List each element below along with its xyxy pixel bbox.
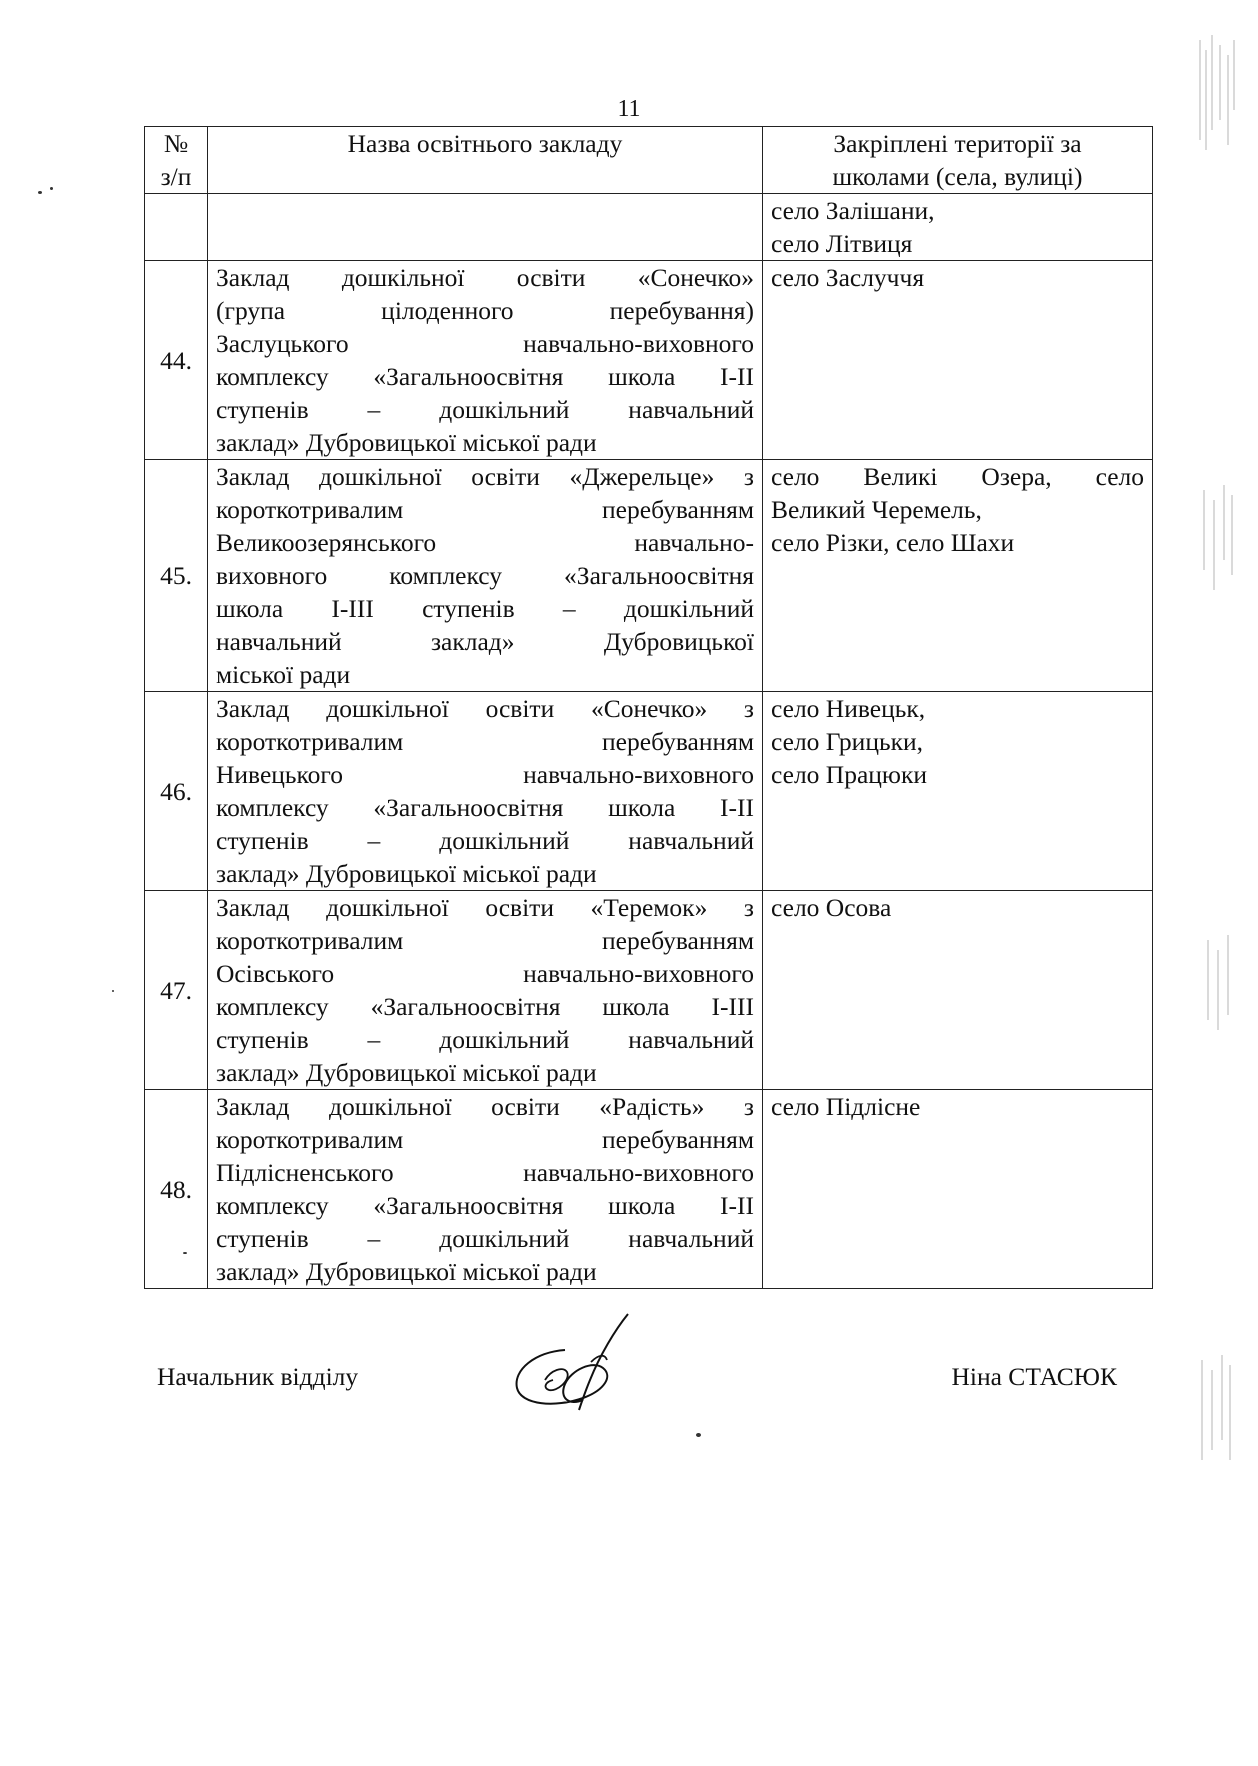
scan-speck [183,1252,187,1254]
scan-speck [112,990,114,992]
signatory-name: Ніна СТАСЮК [951,1362,1117,1391]
territory-line: село Різки, село Шахи [771,528,1015,557]
page-number: 11 [617,96,641,122]
row-name [208,692,763,891]
row-name [208,194,763,261]
name-line: заклад» Дубровицької міської ради [216,428,597,457]
schools-territories-table [144,126,1153,1289]
name-line: короткотривалим перебуванням [216,727,754,756]
row-number: 48. [145,1090,208,1289]
name-line: ступенів – дошкільний навчальний [216,1224,754,1253]
row-number: 45. [145,460,208,692]
header-number-line: № [163,129,189,158]
name-line: навчальний заклад» Дубровицької [216,627,754,656]
table-row [145,692,1153,891]
header-name: Назва освітнього закладу [208,127,763,194]
signatory-position: Начальник відділу [157,1362,359,1391]
name-line: комплексу «Загальноосвітня школа І-ІІ [216,362,754,391]
territory-line: село Залішани, [771,196,935,225]
name-line: Заклад дошкільної освіти «Радість» з [216,1092,754,1121]
name-line: короткотривалим перебуванням [216,1125,754,1154]
scan-speck [38,191,42,194]
name-line: комплексу «Загальноосвітня школа І-ІІ [216,1191,754,1220]
row-name [208,460,763,692]
territory-line: село Нивецьк, [771,694,926,723]
table-row-continuation [145,194,1153,261]
row-name [208,261,763,460]
header-territories-line: Закріплені території за [833,129,1082,158]
name-line: комплексу «Загальноосвітня школа І-ІІ [216,793,754,822]
name-line: Нивецького навчально-виховного [216,760,754,789]
name-line: заклад» Дубровицької міської ради [216,859,597,888]
territory-line: село Грицьки, [771,727,924,756]
territory-line: село Працюки [771,760,928,789]
territory-line: село Осова [771,893,892,922]
header-territories [763,127,1153,194]
row-territories [763,891,1153,1090]
territory-line: село Великі Озера, село [771,462,1144,491]
territory-line: село Підлісне [771,1092,921,1121]
name-line: ступенів – дошкільний навчальний [216,826,754,855]
name-line: Великоозерянського навчально- [216,528,754,557]
scan-edge-noise-icon [1170,30,1250,1510]
name-line: ступенів – дошкільний навчальний [216,395,754,424]
row-territories [763,1090,1153,1289]
name-line: (група цілоденного перебування) [216,296,754,325]
handwritten-signature-icon [505,1310,645,1420]
name-line: Осівського навчально-виховного [216,959,754,988]
name-line: заклад» Дубровицької міської ради [216,1058,597,1087]
table-row [145,1090,1153,1289]
row-territories [763,692,1153,891]
row-number: 47. [145,891,208,1090]
territory-line: Великий Черемель, [771,495,982,524]
territory-line: село Заслуччя [771,263,925,292]
name-line: Заклад дошкільної освіти «Сонечко» [216,263,754,292]
table-row [145,261,1153,460]
table-row [145,460,1153,692]
row-number [145,194,208,261]
name-line: міської ради [216,660,351,689]
name-line: заклад» Дубровицької міської ради [216,1257,597,1286]
header-number [145,127,208,194]
name-line: ступенів – дошкільний навчальний [216,1025,754,1054]
scan-speck [50,187,53,190]
name-line: короткотривалим перебуванням [216,926,754,955]
name-line: Підлісненського навчально-виховного [216,1158,754,1187]
header-number-line: з/п [160,162,192,191]
name-line: виховного комплексу «Загальноосвітня [216,561,754,590]
name-line: короткотривалим перебуванням [216,495,754,524]
row-territories [763,460,1153,692]
table-header-row [145,127,1153,194]
row-number: 46. [145,692,208,891]
name-line: Заслуцького навчально-виховного [216,329,754,358]
name-line: школа І-ІІІ ступенів – дошкільний [216,594,754,623]
name-line: Заклад дошкільної освіти «Джерельце» з [216,462,754,491]
row-territories [763,194,1153,261]
row-name [208,1090,763,1289]
name-line: Заклад дошкільної освіти «Сонечко» з [216,694,754,723]
row-number: 44. [145,261,208,460]
name-line: комплексу «Загальноосвітня школа І-ІІІ [216,992,754,1021]
name-line: Заклад дошкільної освіти «Теремок» з [216,893,754,922]
scan-speck [696,1433,701,1437]
header-territories-line: школами (села, вулиці) [832,162,1083,191]
row-name [208,891,763,1090]
territory-line: село Літвиця [771,229,913,258]
table-row [145,891,1153,1090]
row-territories [763,261,1153,460]
